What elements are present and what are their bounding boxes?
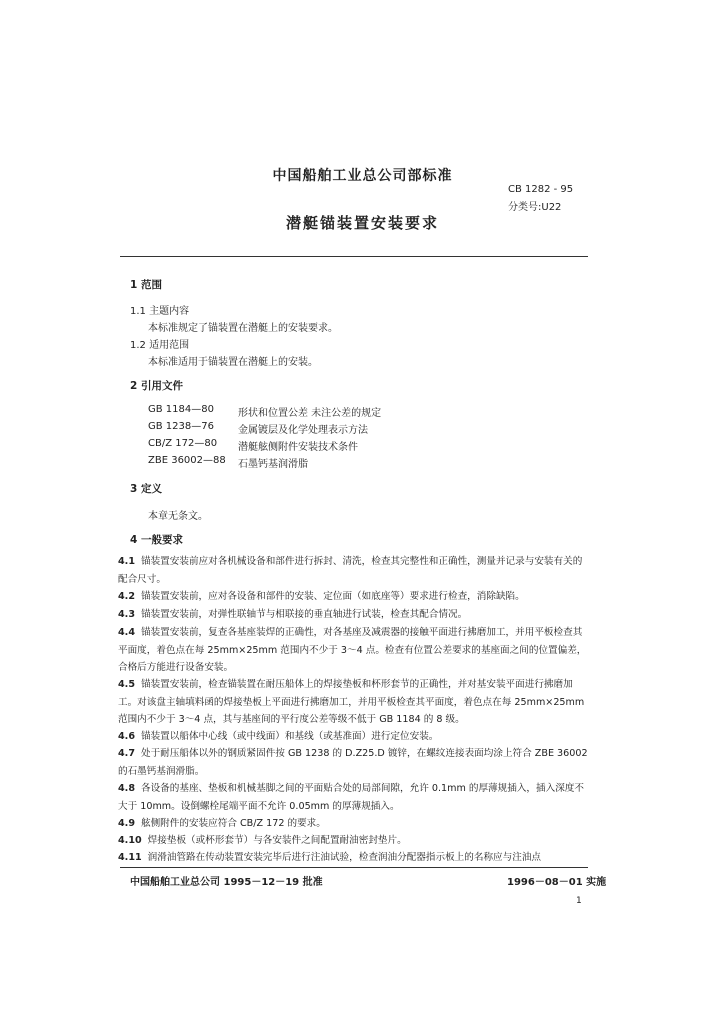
section-3-heading: 3 定义 — [130, 483, 162, 495]
clause-text: 锚装置安装前，对弹性联轴节与相联接的垂直轴进行试装，检查其配合情况。 — [141, 609, 468, 620]
reference-title: 潜艇舷侧附件安装技术条件 — [238, 442, 358, 453]
section-2-heading: 2 引用文件 — [130, 380, 183, 392]
clause-4-9 — [118, 815, 590, 833]
section-1-2-heading: 1.2 适用范围 — [130, 340, 190, 351]
clause-number: 4.8 — [118, 783, 135, 794]
clause-text: 锚装置安装前，检查锚装置在耐压船体上的焊接垫板和杯形套节的正确性，并对基安装平面进行拂磨加工。对该盘主轴填料函的焊接垫板上平面进行拂磨加工，并用平板检查其平面度，着色点在每 25mm×25mm 范围内不少于 3～4 点，其与基座间的平行度公差等级不低于 GB 1184 的 8 级。 — [118, 679, 585, 725]
clause-4-8 — [118, 780, 590, 815]
reference-title: 石墨钙基润滑脂 — [238, 459, 308, 470]
clause-number: 4.6 — [118, 731, 135, 742]
footer-divider — [120, 867, 588, 868]
document-title: 潜艇锚装置安装要求 — [285, 214, 439, 232]
page-number: 1 — [576, 896, 582, 906]
reference-code: CB/Z 172—80 — [148, 438, 218, 449]
clause-number: 4.1 — [118, 556, 135, 567]
clause-number: 4.9 — [118, 818, 135, 829]
clause-text: 各设备的基座、垫板和机械基脚之间的平面贴合处的局部间隙，允许 0.1mm 的厚薄规插入，插入深度不大于 10mm。设倒螺栓尾端平面不允许 0.05mm 的厚薄规插入。 — [118, 783, 584, 812]
clause-text: 焊接垫板（或杯形套节）与各安装件之间配置耐油密封垫片。 — [147, 835, 407, 846]
clause-number: 4.7 — [118, 748, 135, 759]
clause-text: 锚装置安装前，复查各基座装焊的正确性，对各基座及减震器的接触平面进行拂磨加工，并用平板检查其平面度，着色点在每 25mm×25mm 范围内不少于 3～4 点。检查有位置公差要求的基座面之间的位置偏差，合格后方能进行设备安装。 — [118, 627, 587, 673]
clause-text: 处于耐压船体以外的钢质紧固件按 GB 1238 的 D.Z25.D 镀锌，在螺纹连接表面均涂上符合 ZBE 36002 的石墨钙基润滑脂。 — [118, 748, 588, 777]
section-1-2-text: 本标准适用于锚装置在潜艇上的安装。 — [148, 357, 318, 368]
implementation-date: 1996－08－01 实施 — [507, 877, 607, 888]
section-1-1-text: 本标准规定了锚装置在潜艇上的安装要求。 — [148, 323, 338, 334]
clause-4-1 — [118, 553, 590, 588]
clause-number: 4.11 — [118, 852, 142, 863]
header-divider — [120, 256, 588, 257]
clause-text: 锚装置安装前，应对各设备和部件的安装、定位面（如底座等）要求进行检查，消除缺陷。 — [141, 591, 525, 602]
section-4-heading: 4 一般要求 — [130, 534, 183, 546]
approval-date: 中国船舶工业总公司 1995－12－19 批准 — [130, 877, 323, 888]
clause-number: 4.5 — [118, 679, 135, 690]
reference-title: 金属镀层及化学处理表示方法 — [238, 425, 368, 436]
reference-title: 形状和位置公差 未注公差的规定 — [238, 408, 382, 419]
standard-number: CB 1282 - 95 — [508, 184, 574, 195]
reference-code: GB 1184—80 — [148, 404, 214, 415]
section-1-1-heading: 1.1 主题内容 — [130, 306, 190, 317]
clause-4-5 — [118, 676, 590, 729]
clause-4-4 — [118, 624, 590, 677]
clause-4-6 — [118, 728, 590, 746]
clause-number: 4.4 — [118, 627, 135, 638]
reference-code: GB 1238—76 — [148, 421, 214, 432]
section-3-text: 本章无条文。 — [148, 511, 208, 522]
clause-text: 润滑油管路在传动装置安装完毕后进行注油试验，检查润油分配器指示板上的名称应与注油点 — [147, 852, 542, 863]
reference-code: ZBE 36002—88 — [148, 455, 226, 466]
clause-text: 锚装置安装前应对各机械设备和部件进行拆封、清洗，检查其完整性和正确性，测量并记录与安装有关的配合尺寸。 — [118, 556, 583, 585]
clause-text: 锚装置以船体中心线（或中线面）和基线（或基准面）进行定位安装。 — [141, 731, 439, 742]
clause-number: 4.2 — [118, 591, 135, 602]
clause-4-2 — [118, 588, 590, 606]
clause-4-10 — [118, 832, 590, 850]
classification-number: 分类号:U22 — [508, 202, 562, 213]
clause-number: 4.10 — [118, 835, 142, 846]
clause-4-7 — [118, 745, 590, 780]
clause-text: 舷侧附件的安装应符合 CB/Z 172 的要求。 — [141, 818, 326, 829]
clause-4-3 — [118, 606, 590, 624]
organization-title: 中国船舶工业总公司部标准 — [272, 168, 453, 184]
section-1-heading: 1 范围 — [130, 279, 162, 291]
clause-4-11 — [118, 849, 590, 866]
clause-number: 4.3 — [118, 609, 135, 620]
